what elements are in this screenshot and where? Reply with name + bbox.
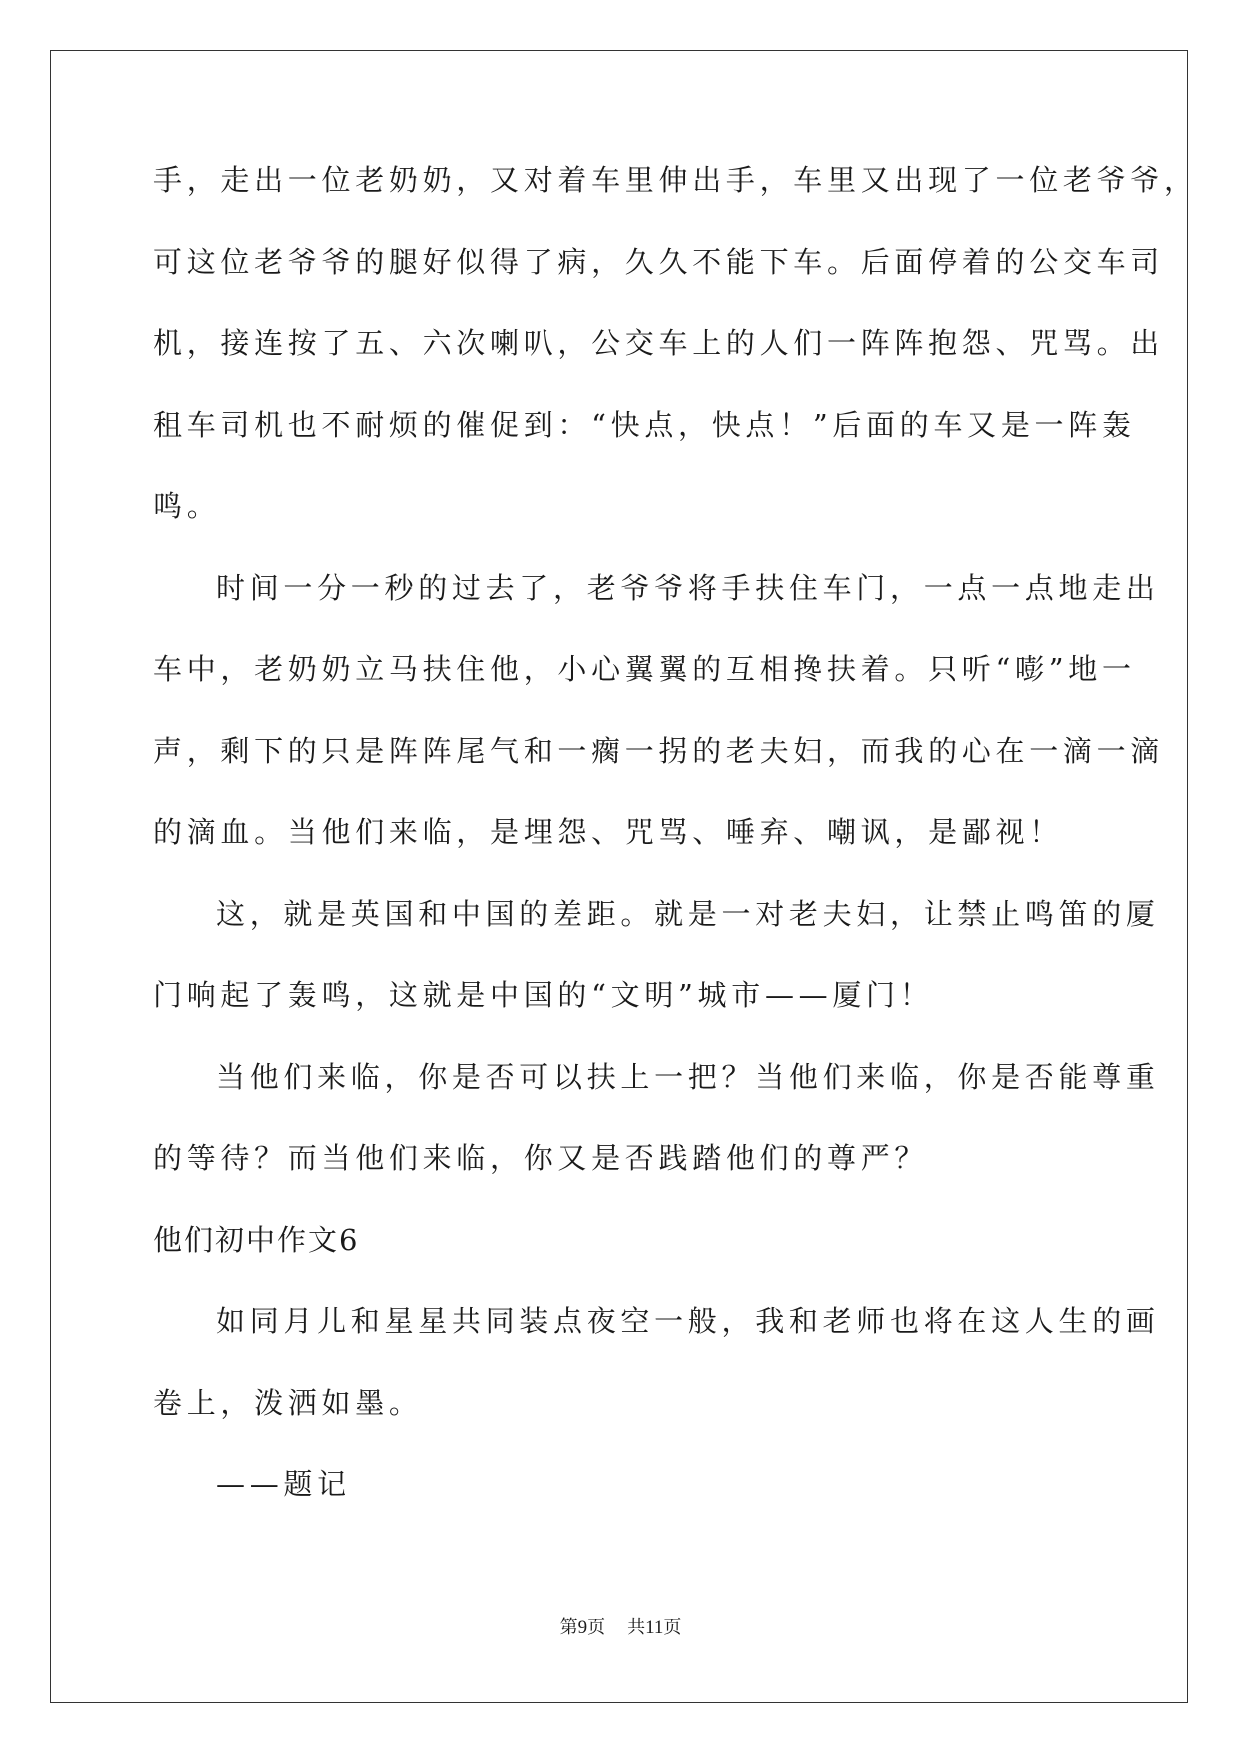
paragraph-line: 如同月儿和星星共同装点夜空一般，我和老师也将在这人生的画	[216, 1304, 1160, 1338]
paragraph-line: 卷上，泼洒如墨。	[153, 1386, 423, 1420]
epigraph-attribution: ——题记	[216, 1467, 351, 1501]
paragraph-line: 时间一分一秒的过去了，老爷爷将手扶住车门，一点一点地走出	[216, 571, 1160, 605]
footer-page-suffix: 页	[587, 1617, 606, 1638]
paragraph-line: 鸣。	[153, 489, 221, 523]
paragraph-line: 可这位老爷爷的腿好似得了病，久久不能下车。后面停着的公交车司	[153, 245, 1165, 279]
page-border	[50, 50, 1188, 1703]
paragraph-line: 车中，老奶奶立马扶住他，小心翼翼的互相搀扶着。只听“嘭”地一	[153, 652, 1136, 686]
paragraph-line: 这，就是英国和中国的差距。就是一对老夫妇，让禁止鸣笛的厦	[216, 897, 1160, 931]
paragraph-line: 租车司机也不耐烦的催促到：“快点，快点！”后面的车又是一阵轰	[153, 408, 1136, 442]
paragraph-line: 机，接连按了五、六次喇叭，公交车上的人们一阵阵抱怨、咒骂。出	[153, 326, 1165, 360]
footer-total-suffix: 页	[663, 1617, 682, 1638]
paragraph-line: 的等待？而当他们来临，你又是否践踏他们的尊严？	[153, 1141, 929, 1175]
footer-current-page: 9	[577, 1617, 588, 1638]
footer-total-prefix: 共	[627, 1617, 646, 1638]
section-heading: 他们初中作文6	[153, 1223, 360, 1257]
paragraph-line: 声，剩下的只是阵阵尾气和一瘸一拐的老夫妇，而我的心在一滴一滴	[153, 734, 1165, 768]
paragraph-line: 手，走出一位老奶奶，又对着车里伸出手，车里又出现了一位老爷爷，	[153, 163, 1198, 197]
paragraph-line: 当他们来临，你是否可以扶上一把？当他们来临，你是否能尊重	[216, 1060, 1160, 1094]
paragraph-line: 的滴血。当他们来临，是埋怨、咒骂、唾弃、嘲讽，是鄙视！	[153, 815, 1063, 849]
paragraph-line: 门响起了轰鸣，这就是中国的“文明”城市——厦门！	[153, 978, 934, 1012]
footer-total-pages: 11	[645, 1617, 664, 1638]
page-footer	[0, 1613, 1241, 1639]
footer-page-prefix: 第	[559, 1617, 578, 1638]
